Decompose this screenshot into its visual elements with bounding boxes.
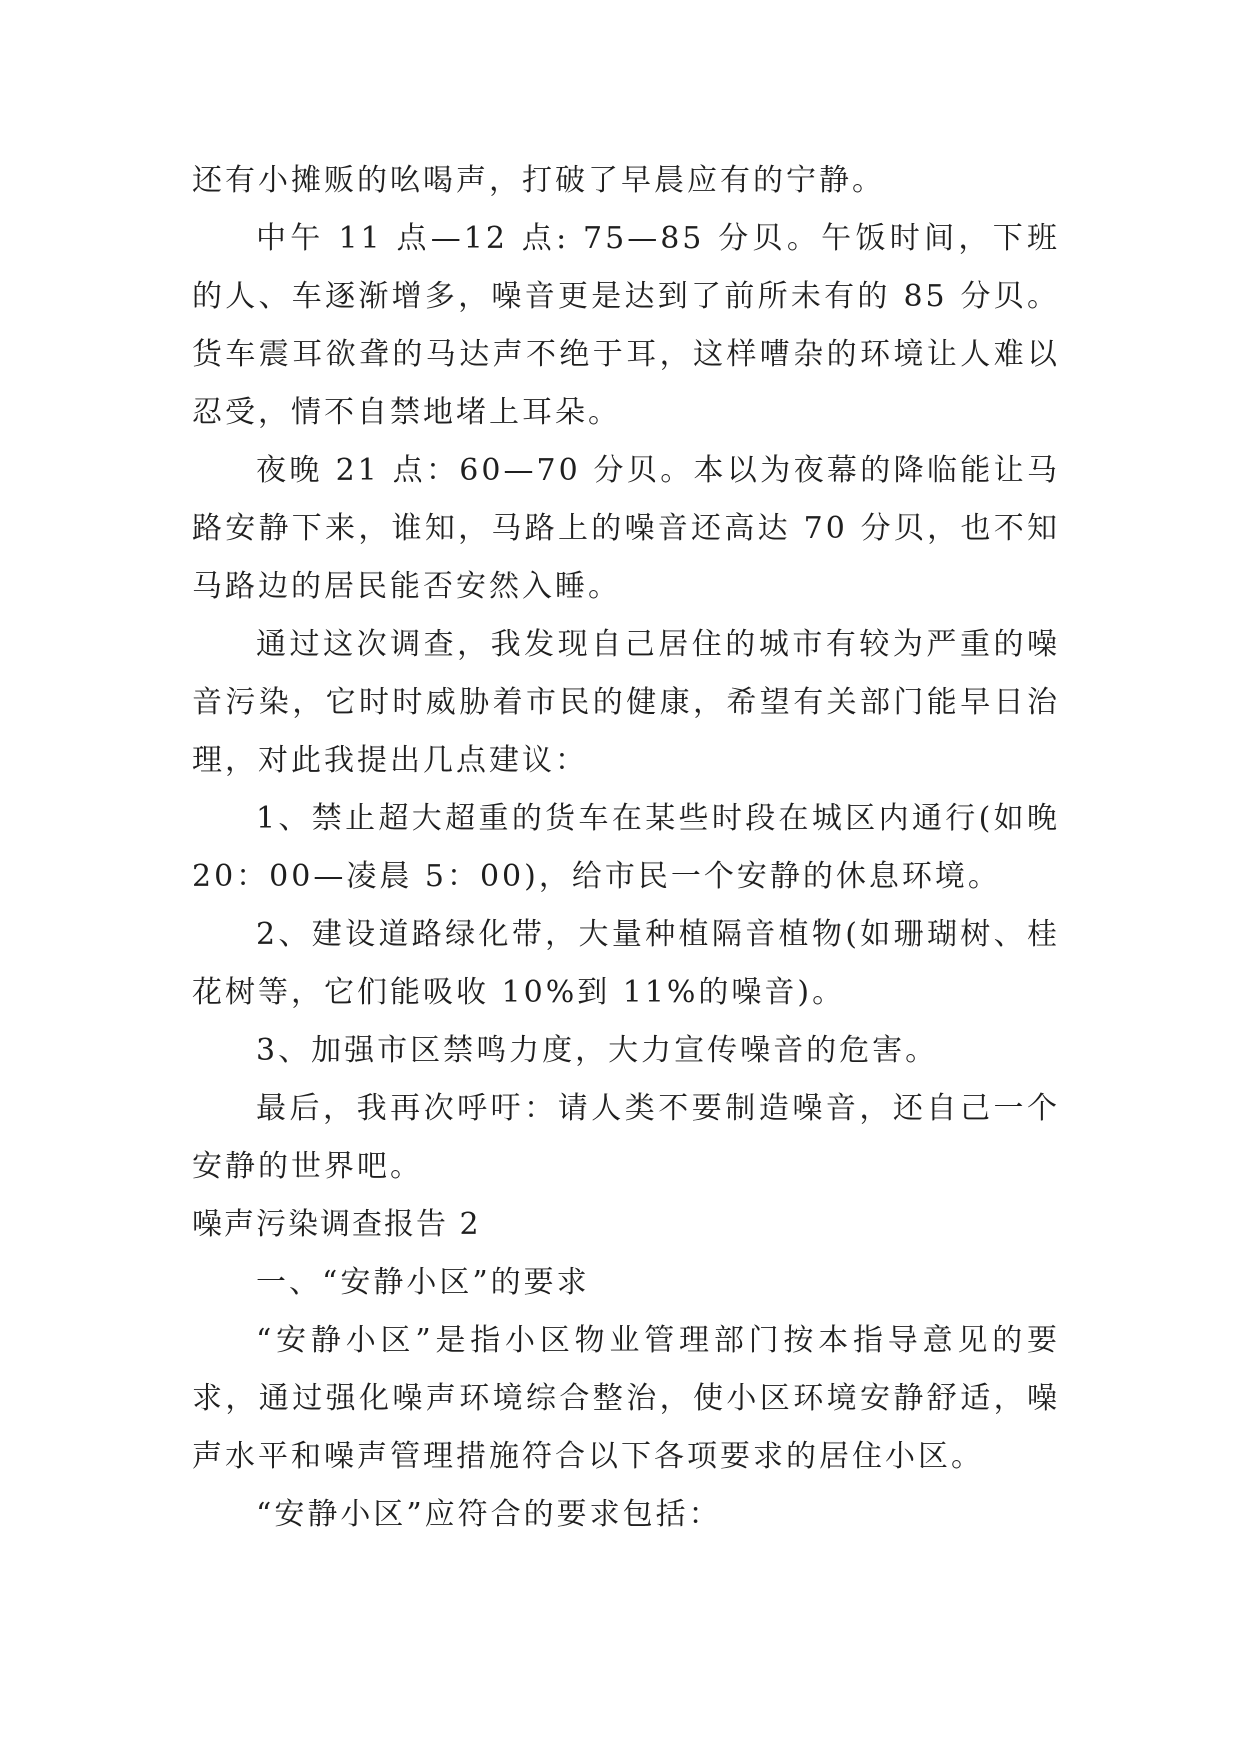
document-body xyxy=(192,152,1060,1544)
suggestion-item-3: 3、加强市区禁鸣力度，大力宣传噪音的危害。 xyxy=(256,1033,939,1068)
paragraph-closing: 最后，我再次呼吁：请人类不要制造噪音，还自己一个安静的世界吧。 xyxy=(192,1091,1060,1184)
paragraph-noon-noise: 中午 11 点—12 点: 75—85 分贝。午饭时间，下班的人、车逐渐增多，噪音更是达到了前所未有的 85 分贝。货车震耳欲聋的马达声不绝于耳，这样嘈杂的环境让人难以忍受，情不自禁地堵上耳朵。 xyxy=(192,221,1060,430)
paragraph-requirements-intro: “安静小区”应符合的要求包括： xyxy=(256,1497,722,1532)
suggestion-item-1: 1、禁止超大超重的货车在某些时段在城区内通行(如晚 20：00—凌晨 5：00)，给市民一个安静的休息环境。 xyxy=(192,801,1060,894)
paragraph-night-noise: 夜晚 21 点：60—70 分贝。本以为夜幕的降临能让马路安静下来，谁知，马路上的噪音还高达 70 分贝，也不知马路边的居民能否安然入睡。 xyxy=(192,453,1060,604)
suggestion-item-2: 2、建设道路绿化带，大量种植隔音植物(如珊瑚树、桂花树等，它们能吸收 10%到 11%的噪音)。 xyxy=(192,917,1060,1010)
paragraph-continuation: 还有小摊贩的吆喝声，打破了早晨应有的宁静。 xyxy=(192,163,885,198)
paragraph-definition: “安静小区”是指小区物业管理部门按本指导意见的要求，通过强化噪声环境综合整治，使小区环境安静舒适，噪声水平和噪声管理措施符合以下各项要求的居住小区。 xyxy=(192,1323,1060,1474)
paragraph-conclusion: 通过这次调查，我发现自己居住的城市有较为严重的噪音污染，它时时威胁着市民的健康，希望有关部门能早日治理，对此我提出几点建议： xyxy=(192,627,1060,778)
section-heading: 一、“安静小区”的要求 xyxy=(256,1265,590,1300)
report-title-2: 噪声污染调查报告 2 xyxy=(192,1207,481,1242)
